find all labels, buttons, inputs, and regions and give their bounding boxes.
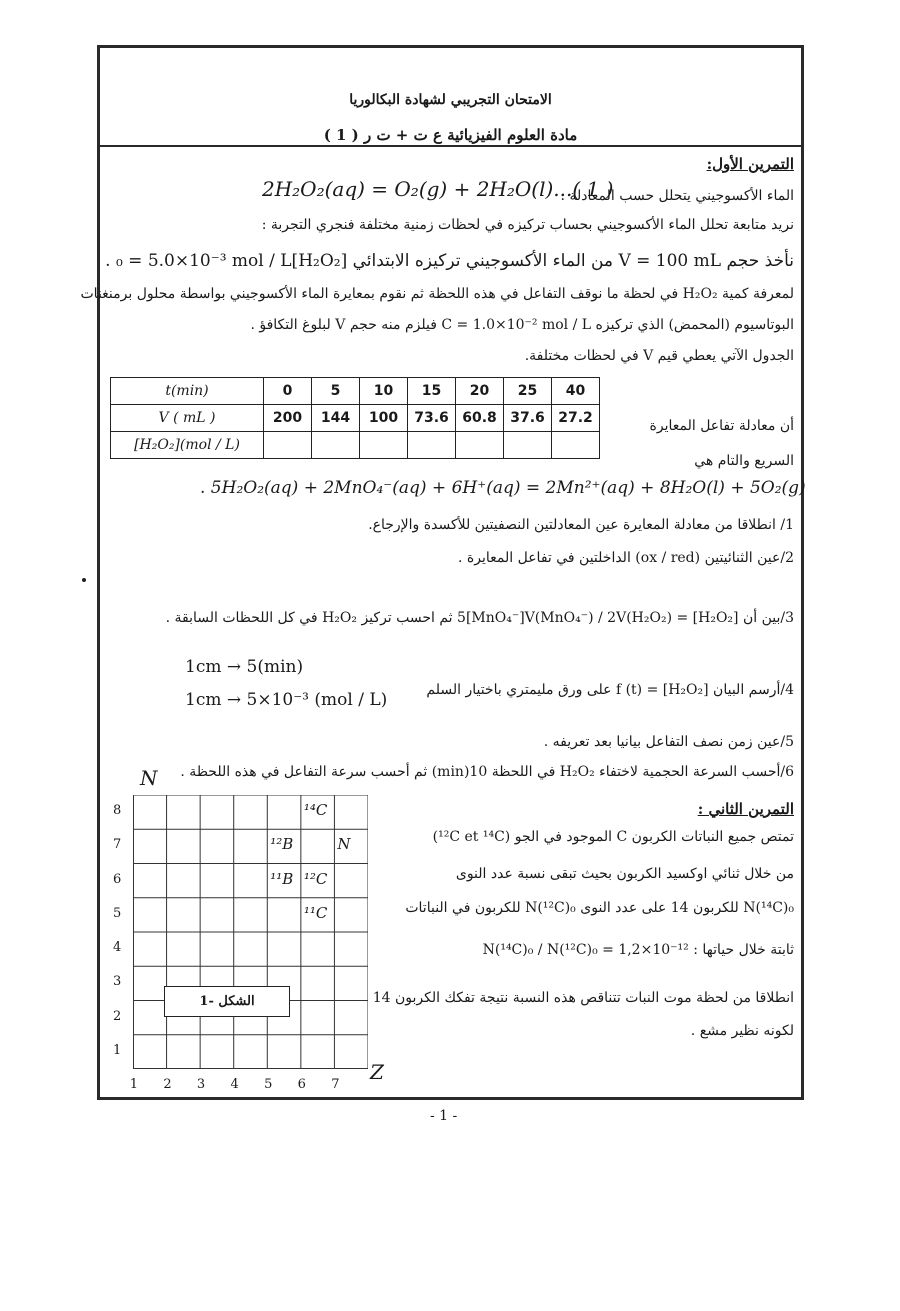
ex1-line6: الجدول الآتي يعطي قيم V في لحظات مختلفة.	[524, 348, 794, 364]
x-tick-label: 6	[297, 1077, 306, 1092]
ex2-title: التمرين الثاني :	[697, 800, 794, 818]
y-tick-label: 6	[113, 871, 122, 887]
cell-v: 37.6	[504, 405, 552, 432]
ex2-p5: انطلاقا من لحظة موت النبات تتناقص هذه النسبة نتيجة تفكك الكربون 14	[372, 990, 794, 1006]
y-tick-label: 8	[113, 803, 122, 819]
nuclide-cell: ¹²B	[270, 835, 294, 854]
ex1-line3: نأخذ حجم V = 100 mL من الماء الأكسوجيني تركيزه الابتدائي [H₂O₂]₀ = 5.0×10⁻³ mol / L .	[105, 251, 794, 271]
cell-v: 144	[312, 405, 360, 432]
cell-t: 40	[552, 378, 600, 405]
nuclide-cell: ¹²C	[303, 869, 328, 888]
nuclide-cell: ¹¹C	[303, 903, 328, 922]
x-tick-label: 4	[230, 1077, 239, 1092]
cell-empty	[360, 432, 408, 459]
cell-v: 200	[264, 405, 312, 432]
ex2-p3: N(¹⁴C)₀ للكربون 14 على عدد النوى N(¹²C)₀ للكربون في النباتات	[405, 900, 794, 916]
nz-diagram	[133, 795, 368, 1069]
scale-concentration: 1cm → 5×10⁻³ (mol / L)	[185, 690, 388, 710]
cell-v: 60.8	[456, 405, 504, 432]
page-number: - 1 -	[430, 1108, 458, 1124]
cell-v: 73.6	[408, 405, 456, 432]
ex1-title: التمرين الأول:	[706, 155, 794, 173]
question-1: 1/ انطلاقا من معادلة المعايرة عين المعادلتين النصفيتين للأكسدة والإرجاع.	[368, 517, 794, 533]
y-tick-label: 3	[113, 974, 122, 990]
ex2-p2: من خلال ثنائي اوكسيد الكربون بحيث تبقى نسبة عدد النوى	[455, 866, 794, 882]
question-2: 2/عين الثنائيتين (ox / red) الداخلتين في تفاعل المعايرة .	[458, 550, 794, 566]
row-label-c: [H₂O₂](mol / L)	[111, 432, 264, 459]
ex1-line2: نريد متابعة تحلل الماء الأكسوجيني بحساب تركيزه في لحظات زمنية مختلفة فنجري التجربة :	[261, 217, 794, 233]
stray-dot	[82, 578, 86, 582]
x-tick-label: 1	[129, 1077, 139, 1092]
ex1-line1: الماء الأكسوجيني يتحلل حسب المعادلة :	[560, 188, 794, 204]
x-tick-label: 3	[196, 1077, 206, 1092]
cell-t: 10	[360, 378, 408, 405]
cell-v: 27.2	[552, 405, 600, 432]
nuclide-cell: N	[337, 835, 351, 854]
y-tick-label: 1	[113, 1042, 122, 1058]
cell-v: 100	[360, 405, 408, 432]
cell-empty	[504, 432, 552, 459]
side-text-1: أن معادلة تفاعل المعايرة	[649, 418, 794, 434]
table-row	[111, 405, 600, 432]
cell-empty	[312, 432, 360, 459]
y-tick-label: 4	[113, 940, 122, 956]
exam-title: الامتحان التجريبي لشهادة البكالوريا	[349, 92, 552, 108]
subject-title: مادة العلوم الفيزيائية ع ت + ت ر ( 1 )	[323, 126, 578, 144]
ex2-p6: لكونه نظير مشع .	[690, 1023, 794, 1039]
eq-decomposition: 2H₂O₂(aq) = O₂(g) + 2H₂O(l)...( 1 )	[262, 177, 614, 201]
side-text-2: السريع والتام هي	[694, 453, 794, 469]
cell-t: 5	[312, 378, 360, 405]
y-axis-label: N	[140, 766, 158, 790]
scale-time: 1cm → 5(min)	[185, 657, 304, 677]
x-tick-label: 5	[264, 1077, 273, 1092]
x-tick-label: 2	[163, 1077, 172, 1092]
question-4: 4/أرسم البيان [H₂O₂] = f (t) على ورق مليمتري باختيار السلم	[426, 682, 794, 698]
row-label-v: V ( mL )	[111, 405, 264, 432]
cell-empty	[264, 432, 312, 459]
cell-t: 25	[504, 378, 552, 405]
cell-t: 20	[456, 378, 504, 405]
titration-table	[110, 377, 600, 459]
x-tick-label: 7	[331, 1077, 340, 1092]
nuclide-cell: ¹⁴C	[303, 801, 328, 819]
exam-header	[100, 48, 801, 147]
question-5: 5/عين زمن نصف التفاعل بيانيا بعد تعريفه .	[543, 734, 794, 750]
cell-t: 0	[264, 378, 312, 405]
cell-empty	[552, 432, 600, 459]
cell-t: 15	[408, 378, 456, 405]
y-tick-label: 7	[113, 837, 122, 853]
ex2-p4: ثابتة خلال حياتها : N(¹⁴C)₀ / N(¹²C)₀ = 1,2×10⁻¹²	[482, 942, 794, 958]
x-axis-label: Z	[370, 1060, 384, 1084]
y-tick-label: 2	[113, 1008, 122, 1024]
question-6: 6/أحسب السرعة الحجمية لاختفاء H₂O₂ في اللحظة 10(min) ثم أحسب سرعة التفاعل في هذه اللحظة .	[180, 764, 794, 780]
nuclide-cell: ¹¹B	[270, 869, 294, 888]
table-row	[111, 378, 600, 405]
eq-titration: . 5H₂O₂(aq) + 2MnO₄⁻(aq) + 6H⁺(aq) = 2Mn²⁺(aq) + 8H₂O(l) + 5O₂(g)	[200, 478, 806, 498]
ex1-line5: البوتاسيوم (المحمض) الذي تركيزه C = 1.0×10⁻² mol / L فيلزم منه حجم V لبلوغ التكافؤ .	[250, 317, 794, 333]
row-label-t: t(min)	[111, 378, 264, 405]
table-row	[111, 432, 600, 459]
question-3: 3/بين أن [H₂O₂] = 5[MnO₄⁻]V(MnO₄⁻) / 2V(H₂O₂) ثم احسب تركيز H₂O₂ في كل اللحظات السابقة .	[165, 610, 794, 626]
figure-caption: الشكل -1	[164, 986, 290, 1017]
cell-empty	[408, 432, 456, 459]
ex2-p1: تمتص جميع النباتات الكربون C الموجود في الجو (¹²C et ¹⁴C)	[432, 829, 794, 845]
y-tick-label: 5	[113, 905, 122, 921]
cell-empty	[456, 432, 504, 459]
ex1-line4: لمعرفة كمية H₂O₂ في لحظة ما نوقف التفاعل في هذه اللحظة ثم نقوم بمعايرة الماء الأكسوجيني بواسطة محلول برمنغنات	[80, 286, 794, 302]
